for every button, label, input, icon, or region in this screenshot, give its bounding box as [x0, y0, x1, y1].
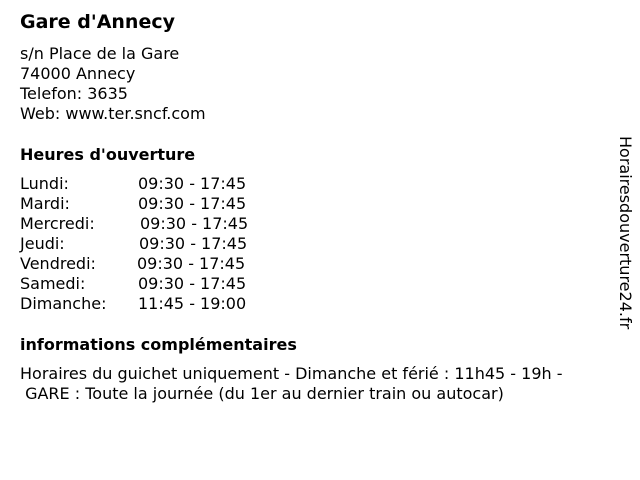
site-watermark: Horairesdouverture24.fr [616, 136, 635, 330]
opening-hours-heading: Heures d'ouverture [20, 145, 196, 164]
additional-info-heading: informations complémentaires [20, 335, 297, 354]
hours-time: 09:30 - 17:45 [138, 174, 247, 193]
info-line: Horaires du guichet uniquement - Dimanche et férié : 11h45 - 19h - [20, 364, 563, 383]
address-city: 74000 Annecy [20, 64, 136, 83]
hours-time: 09:30 - 17:45 [138, 194, 247, 213]
hours-time: 09:30 - 17:45 [139, 234, 248, 253]
hours-day: Jeudi: [20, 234, 65, 253]
hours-day: Lundi: [20, 174, 69, 193]
address-street: s/n Place de la Gare [20, 44, 180, 63]
hours-time: 09:30 - 17:45 [138, 274, 247, 293]
station-title: Gare d'Annecy [20, 11, 175, 33]
hours-day: Mercredi: [20, 214, 95, 233]
info-line: GARE : Toute la journée (du 1er au dernier train ou autocar) [20, 384, 504, 403]
hours-day: Mardi: [20, 194, 70, 213]
hours-day: Samedi: [20, 274, 86, 293]
hours-time: 11:45 - 19:00 [138, 294, 247, 313]
website: Web: www.ter.sncf.com [20, 104, 206, 123]
hours-time: 09:30 - 17:45 [137, 254, 246, 273]
hours-day: Vendredi: [20, 254, 96, 273]
hours-day: Dimanche: [20, 294, 107, 313]
hours-time: 09:30 - 17:45 [140, 214, 249, 233]
additional-info-text [20, 364, 620, 404]
address-block [20, 44, 206, 124]
phone-number: Telefon: 3635 [20, 84, 128, 103]
